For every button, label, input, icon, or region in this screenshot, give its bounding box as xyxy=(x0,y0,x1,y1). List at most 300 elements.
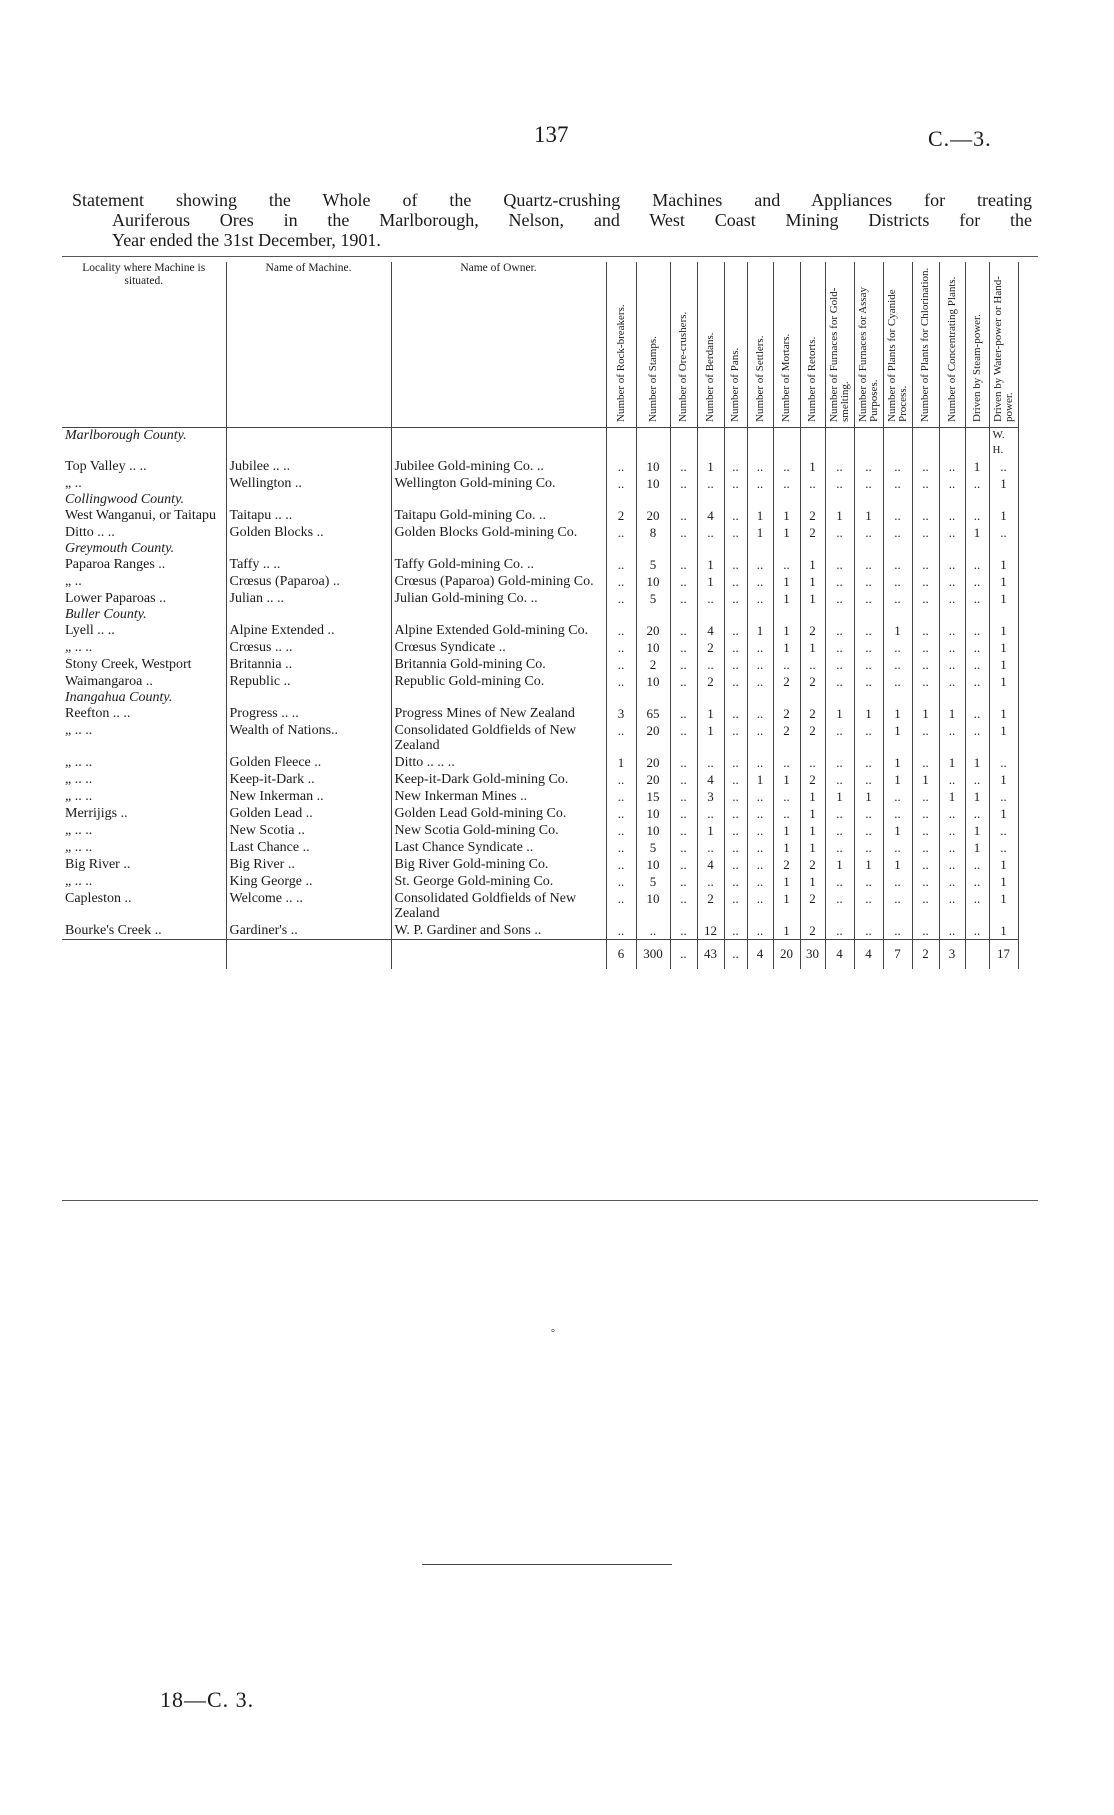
page-number: 137 xyxy=(534,122,569,147)
empty-cell xyxy=(800,690,825,705)
value-cell: .. xyxy=(854,673,883,690)
value-cell: .. xyxy=(912,458,939,475)
value-cell: .. xyxy=(883,573,912,590)
value-cell: .. xyxy=(825,754,854,771)
value-cell: .. xyxy=(606,922,636,940)
value-cell: .. xyxy=(747,890,773,922)
value-cell: .. xyxy=(939,590,965,607)
value-cell: .. xyxy=(939,622,965,639)
table-row xyxy=(62,839,1018,856)
value-cell: .. xyxy=(697,873,724,890)
value-cell: .. xyxy=(825,573,854,590)
value-cell: .. xyxy=(606,822,636,839)
value-cell: 1 xyxy=(697,458,724,475)
value-cell: .. xyxy=(724,890,747,922)
value-cell: 1 xyxy=(773,771,800,788)
value-cell: 20 xyxy=(636,507,670,524)
value-cell: .. xyxy=(854,839,883,856)
empty-cell xyxy=(965,428,989,459)
value-cell: .. xyxy=(989,839,1018,856)
value-cell: .. xyxy=(854,771,883,788)
owner-cell: Consolidated Goldfields of New Zealand xyxy=(391,722,606,754)
numeric-column-header xyxy=(606,262,636,428)
value-cell: 1 xyxy=(989,890,1018,922)
table-row xyxy=(62,590,1018,607)
value-cell: .. xyxy=(670,788,697,805)
value-cell: 1 xyxy=(883,856,912,873)
value-cell: 10 xyxy=(636,890,670,922)
value-cell: .. xyxy=(670,524,697,541)
total-cell: 30 xyxy=(800,940,825,970)
total-cell: 300 xyxy=(636,940,670,970)
owner-cell: Crœsus (Paparoa) Gold-mining Co. xyxy=(391,573,606,590)
value-cell: 5 xyxy=(636,839,670,856)
value-cell: .. xyxy=(606,839,636,856)
total-cell: .. xyxy=(670,940,697,970)
empty-cell xyxy=(854,690,883,705)
empty-cell xyxy=(773,690,800,705)
machine-cell: Golden Blocks .. xyxy=(226,524,391,541)
value-cell: .. xyxy=(773,788,800,805)
empty-cell xyxy=(636,607,670,622)
value-cell: .. xyxy=(773,754,800,771)
value-cell: 1 xyxy=(773,590,800,607)
locality-cell: Ditto .. .. xyxy=(62,524,226,541)
locality-cell: „ .. .. xyxy=(62,788,226,805)
owner-cell: Keep-it-Dark Gold-mining Co. xyxy=(391,771,606,788)
totals-row xyxy=(62,940,1018,970)
table-row xyxy=(62,856,1018,873)
empty-cell xyxy=(226,607,391,622)
value-cell: .. xyxy=(800,754,825,771)
value-cell: .. xyxy=(939,524,965,541)
numeric-column-label: Number of Mortars. xyxy=(780,333,792,422)
value-cell: .. xyxy=(747,788,773,805)
title-line-3: Year ended the 31st December, 1901. xyxy=(112,230,381,250)
top-rule xyxy=(62,256,1038,257)
wh-mark: W. H. xyxy=(989,428,1018,459)
value-cell: .. xyxy=(939,722,965,754)
county-name: Buller County. xyxy=(62,607,226,622)
empty-cell xyxy=(939,492,965,507)
empty-cell xyxy=(773,541,800,556)
value-cell: .. xyxy=(883,458,912,475)
total-cell: 20 xyxy=(773,940,800,970)
value-cell: 4 xyxy=(697,771,724,788)
value-cell: .. xyxy=(883,507,912,524)
empty-cell xyxy=(697,428,724,459)
value-cell: .. xyxy=(606,556,636,573)
owner-cell: Progress Mines of New Zealand xyxy=(391,705,606,722)
value-cell: .. xyxy=(825,873,854,890)
locality-cell: Lyell .. .. xyxy=(62,622,226,639)
value-cell: .. xyxy=(912,805,939,822)
value-cell: .. xyxy=(670,771,697,788)
value-cell: .. xyxy=(939,573,965,590)
value-cell: .. xyxy=(724,673,747,690)
value-cell: .. xyxy=(724,622,747,639)
value-cell: 1 xyxy=(989,622,1018,639)
total-cell: .. xyxy=(724,940,747,970)
value-cell: 4 xyxy=(697,507,724,524)
total-cell: 7 xyxy=(883,940,912,970)
stray-mark: ° xyxy=(551,1328,555,1339)
value-cell: .. xyxy=(825,839,854,856)
empty-cell xyxy=(606,690,636,705)
value-cell: 1 xyxy=(989,673,1018,690)
machine-cell: King George .. xyxy=(226,873,391,890)
value-cell: 1 xyxy=(747,524,773,541)
value-cell: .. xyxy=(912,524,939,541)
value-cell: .. xyxy=(912,656,939,673)
value-cell: .. xyxy=(939,656,965,673)
value-cell: .. xyxy=(825,771,854,788)
value-cell: .. xyxy=(697,805,724,822)
locality-cell: „ .. .. xyxy=(62,722,226,754)
empty-cell xyxy=(939,690,965,705)
numeric-column-header xyxy=(724,262,747,428)
value-cell: 1 xyxy=(989,590,1018,607)
empty-cell xyxy=(773,607,800,622)
empty-cell xyxy=(825,690,854,705)
table-row xyxy=(62,873,1018,890)
machine-cell: Progress .. .. xyxy=(226,705,391,722)
value-cell: .. xyxy=(747,475,773,492)
numeric-column-header xyxy=(697,262,724,428)
locality-cell: Big River .. xyxy=(62,856,226,873)
value-cell: .. xyxy=(854,622,883,639)
value-cell: .. xyxy=(747,722,773,754)
value-cell: .. xyxy=(965,890,989,922)
empty-cell xyxy=(670,492,697,507)
value-cell: .. xyxy=(670,822,697,839)
value-cell: .. xyxy=(697,475,724,492)
value-cell: 1 xyxy=(747,622,773,639)
value-cell: .. xyxy=(670,458,697,475)
value-cell: 1 xyxy=(989,475,1018,492)
value-cell: .. xyxy=(912,922,939,940)
value-cell: .. xyxy=(724,639,747,656)
locality-cell: „ .. xyxy=(62,475,226,492)
owner-cell: Britannia Gold-mining Co. xyxy=(391,656,606,673)
value-cell: .. xyxy=(939,822,965,839)
empty-cell xyxy=(606,428,636,459)
value-cell: .. xyxy=(724,788,747,805)
value-cell: .. xyxy=(854,922,883,940)
empty-cell xyxy=(226,492,391,507)
empty-cell xyxy=(724,492,747,507)
value-cell: .. xyxy=(854,475,883,492)
value-cell: 2 xyxy=(773,673,800,690)
value-cell: .. xyxy=(670,590,697,607)
owner-cell: Last Chance Syndicate .. xyxy=(391,839,606,856)
value-cell: .. xyxy=(989,754,1018,771)
value-cell: .. xyxy=(825,524,854,541)
value-cell: .. xyxy=(670,475,697,492)
locality-cell: Bourke's Creek .. xyxy=(62,922,226,940)
title-line-1: Statement showing the Whole of the Quartz-crushing Machines and Appliances for treating xyxy=(72,190,1032,210)
value-cell: .. xyxy=(636,922,670,940)
empty-cell xyxy=(226,690,391,705)
empty-cell xyxy=(697,492,724,507)
value-cell: .. xyxy=(724,590,747,607)
value-cell: .. xyxy=(825,890,854,922)
value-cell: .. xyxy=(912,556,939,573)
county-name: Collingwood County. xyxy=(62,492,226,507)
empty-cell xyxy=(912,492,939,507)
value-cell: .. xyxy=(883,922,912,940)
locality-cell: „ .. .. xyxy=(62,754,226,771)
total-cell: 4 xyxy=(825,940,854,970)
value-cell: .. xyxy=(724,873,747,890)
empty-cell xyxy=(747,492,773,507)
value-cell: .. xyxy=(825,922,854,940)
value-cell: 2 xyxy=(800,856,825,873)
value-cell: .. xyxy=(747,839,773,856)
machine-cell: Wellington .. xyxy=(226,475,391,492)
value-cell: 20 xyxy=(636,622,670,639)
value-cell: .. xyxy=(606,622,636,639)
value-cell: .. xyxy=(965,590,989,607)
table-row xyxy=(62,771,1018,788)
empty-cell xyxy=(747,428,773,459)
empty-cell xyxy=(825,428,854,459)
empty-cell xyxy=(989,541,1018,556)
value-cell: .. xyxy=(724,771,747,788)
owner-cell: St. George Gold-mining Co. xyxy=(391,873,606,890)
value-cell: 1 xyxy=(989,856,1018,873)
value-cell: 2 xyxy=(773,856,800,873)
value-cell: .. xyxy=(883,475,912,492)
locality-cell: „ .. .. xyxy=(62,822,226,839)
numeric-column-label: Number of Berdans. xyxy=(704,332,716,422)
owner-cell: Golden Blocks Gold-mining Co. xyxy=(391,524,606,541)
value-cell: .. xyxy=(965,722,989,754)
owner-cell: W. P. Gardiner and Sons .. xyxy=(391,922,606,940)
numeric-column-header xyxy=(912,262,939,428)
value-cell: .. xyxy=(606,475,636,492)
machine-cell: Julian .. .. xyxy=(226,590,391,607)
empty-cell xyxy=(989,690,1018,705)
value-cell: 1 xyxy=(965,822,989,839)
empty-cell xyxy=(391,428,606,459)
value-cell: .. xyxy=(939,673,965,690)
statement-table xyxy=(62,262,1019,969)
empty-cell xyxy=(670,541,697,556)
value-cell: 1 xyxy=(989,507,1018,524)
machine-cell: Golden Lead .. xyxy=(226,805,391,822)
value-cell: .. xyxy=(670,890,697,922)
locality-cell: „ .. .. xyxy=(62,873,226,890)
value-cell: 1 xyxy=(697,573,724,590)
value-cell: .. xyxy=(724,754,747,771)
value-cell: .. xyxy=(825,590,854,607)
value-cell: .. xyxy=(883,839,912,856)
value-cell: 1 xyxy=(989,771,1018,788)
empty-cell xyxy=(939,541,965,556)
value-cell: 1 xyxy=(773,524,800,541)
value-cell: .. xyxy=(747,573,773,590)
value-cell: 2 xyxy=(636,656,670,673)
value-cell: .. xyxy=(724,458,747,475)
value-cell: 1 xyxy=(773,639,800,656)
value-cell: 1 xyxy=(989,556,1018,573)
empty-cell xyxy=(670,607,697,622)
empty-cell xyxy=(636,690,670,705)
value-cell: 2 xyxy=(800,507,825,524)
value-cell: .. xyxy=(724,722,747,754)
locality-cell: „ .. xyxy=(62,573,226,590)
empty-cell xyxy=(883,607,912,622)
empty-cell xyxy=(912,690,939,705)
value-cell: .. xyxy=(965,771,989,788)
value-cell: 1 xyxy=(800,639,825,656)
value-cell: 2 xyxy=(800,705,825,722)
empty-cell xyxy=(391,940,606,970)
value-cell: .. xyxy=(854,656,883,673)
value-cell: 1 xyxy=(697,822,724,839)
value-cell: 2 xyxy=(606,507,636,524)
value-cell: .. xyxy=(825,556,854,573)
table-row xyxy=(62,822,1018,839)
value-cell: 1 xyxy=(989,639,1018,656)
value-cell: .. xyxy=(724,556,747,573)
value-cell: .. xyxy=(670,922,697,940)
value-cell: .. xyxy=(697,656,724,673)
value-cell: .. xyxy=(912,639,939,656)
value-cell: .. xyxy=(939,507,965,524)
value-cell: .. xyxy=(965,656,989,673)
value-cell: .. xyxy=(883,556,912,573)
locality-cell: „ .. .. xyxy=(62,639,226,656)
numeric-column-label: Number of Concentrating Plants. xyxy=(945,276,958,422)
machine-header: Name of Machine. xyxy=(226,262,391,428)
value-cell: 5 xyxy=(636,590,670,607)
value-cell: .. xyxy=(965,507,989,524)
empty-cell xyxy=(939,607,965,622)
numeric-column-label: Number of Ore-crushers. xyxy=(677,311,689,422)
value-cell: 1 xyxy=(989,573,1018,590)
value-cell: 1 xyxy=(800,822,825,839)
value-cell: .. xyxy=(606,524,636,541)
numeric-column-header xyxy=(989,262,1018,428)
value-cell: 1 xyxy=(883,754,912,771)
value-cell: .. xyxy=(965,873,989,890)
value-cell: 2 xyxy=(800,722,825,754)
total-cell: 17 xyxy=(989,940,1018,970)
value-cell: 1 xyxy=(773,873,800,890)
value-cell: 1 xyxy=(854,856,883,873)
value-cell: 1 xyxy=(697,556,724,573)
owner-cell: Republic Gold-mining Co. xyxy=(391,673,606,690)
machine-cell: Britannia .. xyxy=(226,656,391,673)
value-cell: .. xyxy=(606,656,636,673)
locality-cell: Waimangaroa .. xyxy=(62,673,226,690)
value-cell: .. xyxy=(883,805,912,822)
value-cell: .. xyxy=(939,856,965,873)
value-cell: 1 xyxy=(773,622,800,639)
machine-cell: Big River .. xyxy=(226,856,391,873)
value-cell: .. xyxy=(800,656,825,673)
value-cell: 1 xyxy=(965,754,989,771)
value-cell: 1 xyxy=(825,856,854,873)
county-heading-row xyxy=(62,690,1018,705)
table-row xyxy=(62,639,1018,656)
locality-cell: Top Valley .. .. xyxy=(62,458,226,475)
table-row xyxy=(62,475,1018,492)
value-cell: .. xyxy=(747,705,773,722)
empty-cell xyxy=(883,428,912,459)
statement-title xyxy=(72,190,1032,250)
value-cell: 5 xyxy=(636,556,670,573)
value-cell: .. xyxy=(825,722,854,754)
value-cell: .. xyxy=(912,754,939,771)
table-row xyxy=(62,754,1018,771)
value-cell: 1 xyxy=(912,705,939,722)
value-cell: .. xyxy=(773,475,800,492)
empty-cell xyxy=(965,492,989,507)
value-cell: .. xyxy=(989,788,1018,805)
value-cell: 1 xyxy=(883,722,912,754)
value-cell: 1 xyxy=(773,822,800,839)
owner-cell: Alpine Extended Gold-mining Co. xyxy=(391,622,606,639)
value-cell: .. xyxy=(939,556,965,573)
value-cell: .. xyxy=(854,754,883,771)
value-cell: 4 xyxy=(697,856,724,873)
value-cell: .. xyxy=(606,673,636,690)
value-cell: .. xyxy=(724,524,747,541)
value-cell: 10 xyxy=(636,805,670,822)
value-cell: .. xyxy=(883,890,912,922)
value-cell: .. xyxy=(883,639,912,656)
value-cell: .. xyxy=(912,475,939,492)
value-cell: 1 xyxy=(989,722,1018,754)
value-cell: 1 xyxy=(747,507,773,524)
value-cell: .. xyxy=(939,771,965,788)
value-cell: .. xyxy=(724,656,747,673)
locality-cell: „ .. .. xyxy=(62,839,226,856)
locality-cell: Merrijigs .. xyxy=(62,805,226,822)
table-header-row xyxy=(62,262,1018,428)
empty-cell xyxy=(854,428,883,459)
value-cell: 2 xyxy=(800,673,825,690)
value-cell: .. xyxy=(912,573,939,590)
empty-cell xyxy=(773,428,800,459)
empty-cell xyxy=(747,690,773,705)
value-cell: .. xyxy=(670,805,697,822)
value-cell: .. xyxy=(939,873,965,890)
table-row xyxy=(62,656,1018,673)
machine-cell: Taitapu .. .. xyxy=(226,507,391,524)
numeric-column-label: Number of Plants for Cyanide Process. xyxy=(885,289,909,422)
empty-cell xyxy=(883,541,912,556)
value-cell: .. xyxy=(939,639,965,656)
value-cell: .. xyxy=(854,639,883,656)
value-cell: 8 xyxy=(636,524,670,541)
value-cell: .. xyxy=(965,805,989,822)
county-name: Greymouth County. xyxy=(62,541,226,556)
value-cell: 2 xyxy=(697,673,724,690)
value-cell: .. xyxy=(747,556,773,573)
empty-cell xyxy=(636,492,670,507)
county-heading-row xyxy=(62,607,1018,622)
empty-cell xyxy=(800,541,825,556)
table-row xyxy=(62,805,1018,822)
machine-cell: Jubilee .. .. xyxy=(226,458,391,475)
value-cell: 4 xyxy=(697,622,724,639)
value-cell: .. xyxy=(883,873,912,890)
empty-cell xyxy=(965,541,989,556)
